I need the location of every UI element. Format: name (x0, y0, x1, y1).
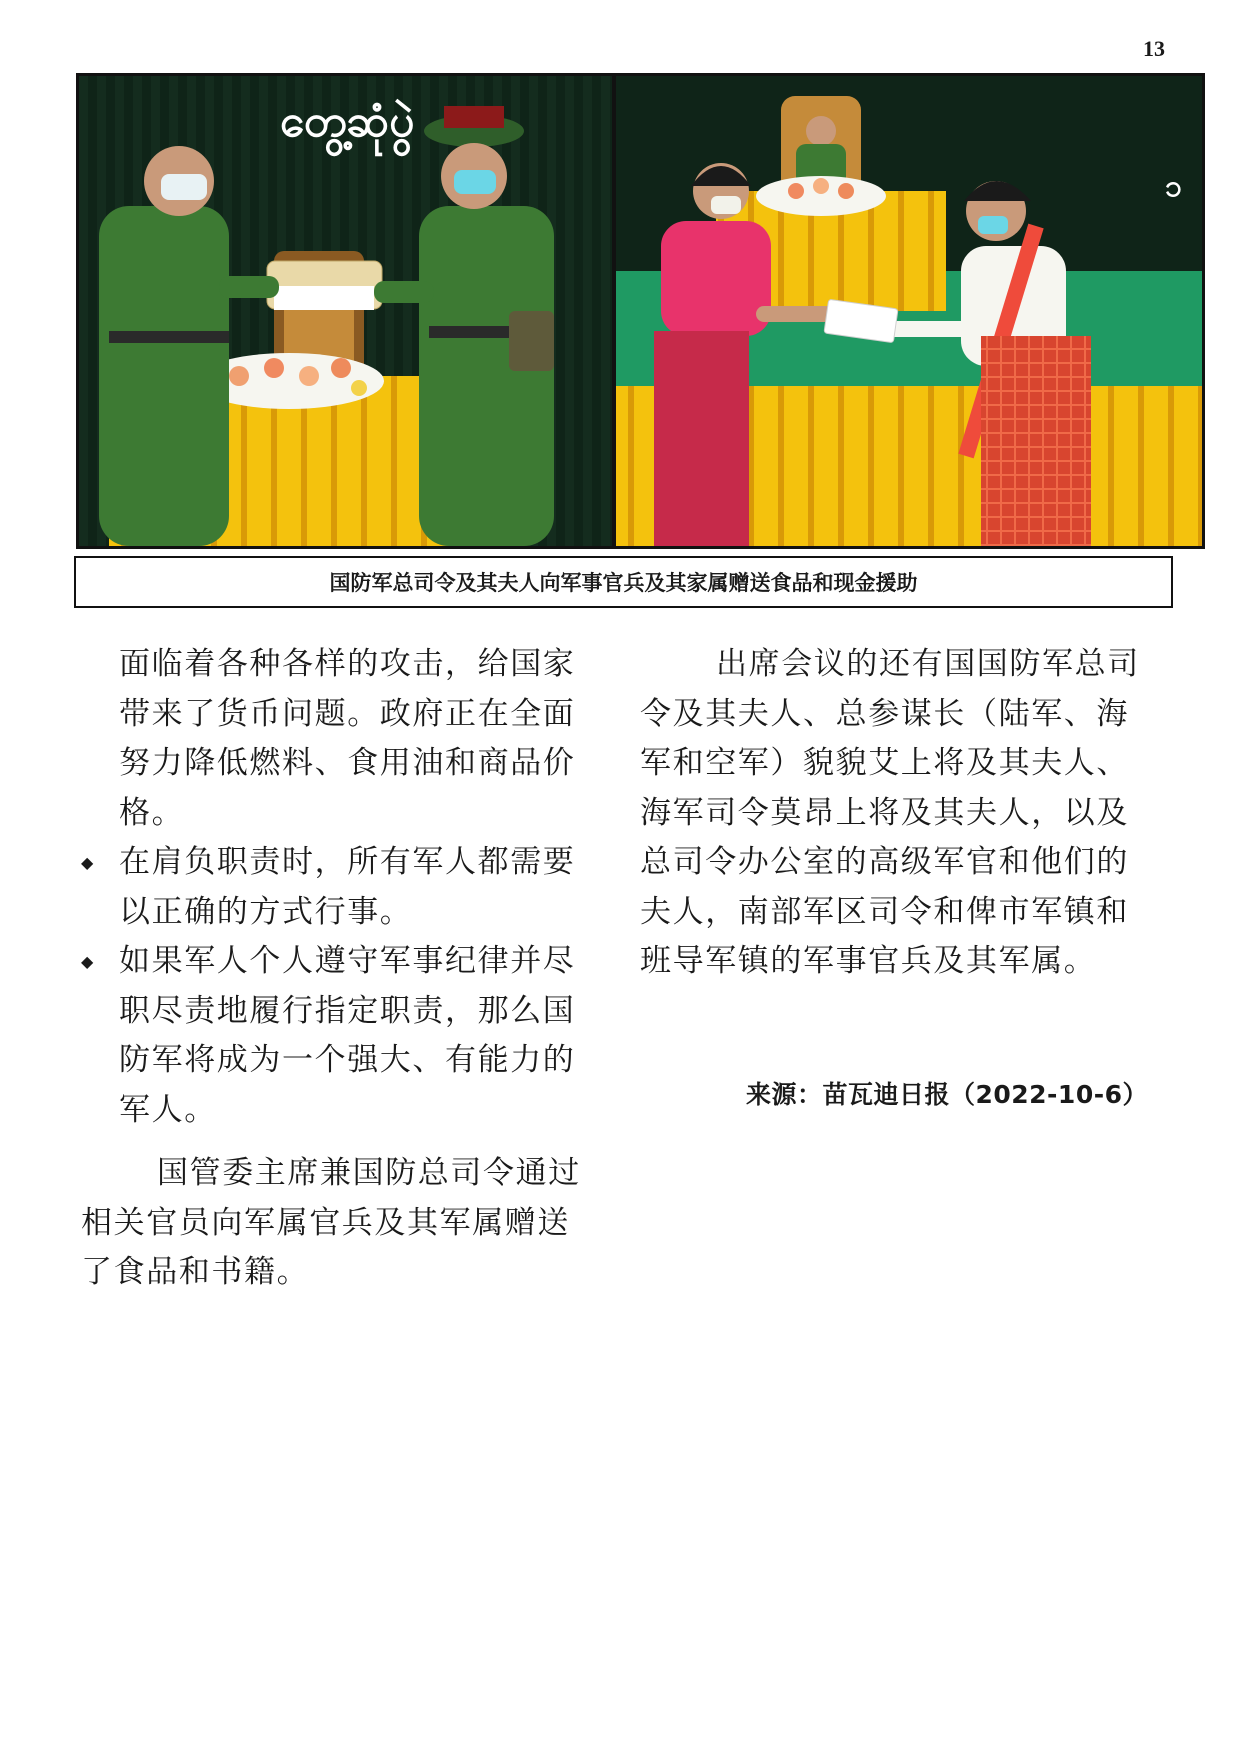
women-cash-illustration (616, 76, 1202, 546)
continued-text: 面临着各种各样的攻击，给国家带来了货币问题。政府正在全面努力降低燃料、食用油和商品价格。 (119, 646, 576, 831)
page-number: 13 (1143, 36, 1165, 61)
body-paragraph: 国管委主席兼国防总司令通过相关官员向军属官兵及其军属赠送了食品和书籍。 (81, 1155, 581, 1290)
photo-officers-gift (79, 76, 612, 546)
photo-women-cash (616, 76, 1202, 546)
bullet-item (81, 838, 601, 937)
photo-banner-text: တွေ့ဆုံပွဲ (279, 96, 415, 147)
bullet-text: 在肩负职责时，所有军人都需要以正确的方式行事。 (119, 844, 576, 930)
right-column (640, 640, 1160, 987)
source-credit: 来源：苗瓦迪日报（2022-10-6） (745, 1080, 1148, 1109)
officers-gift-illustration (79, 76, 612, 546)
photo-caption: 国防军总司令及其夫人向军事官兵及其家属赠送食品和现金援助 (329, 571, 918, 595)
photo-collage (76, 73, 1205, 549)
diamond-bullet-icon: ◆ (81, 853, 95, 872)
bullet-item (81, 937, 601, 1135)
diamond-bullet-icon: ◆ (81, 952, 95, 971)
body-paragraph: 出席会议的还有国国防军总司令及其夫人、总参谋长（陆军、海军和空军）貌貌艾上将及其夫人、海军司令莫昂上将及其夫人，以及总司令办公室的高级军官和他们的夫人，南部军区司令和俾市军镇和班导军镇的军事官兵及其军属。 (640, 646, 1140, 979)
bullet-text: 如果军人个人遵守军事纪律并尽职尽责地履行指定职责，那么国防军将成为一个强大、有能力的军人。 (119, 943, 576, 1128)
photo-caption-box (74, 556, 1173, 608)
photo-corner-text: ၁ (1165, 169, 1182, 204)
left-column (81, 640, 601, 1298)
